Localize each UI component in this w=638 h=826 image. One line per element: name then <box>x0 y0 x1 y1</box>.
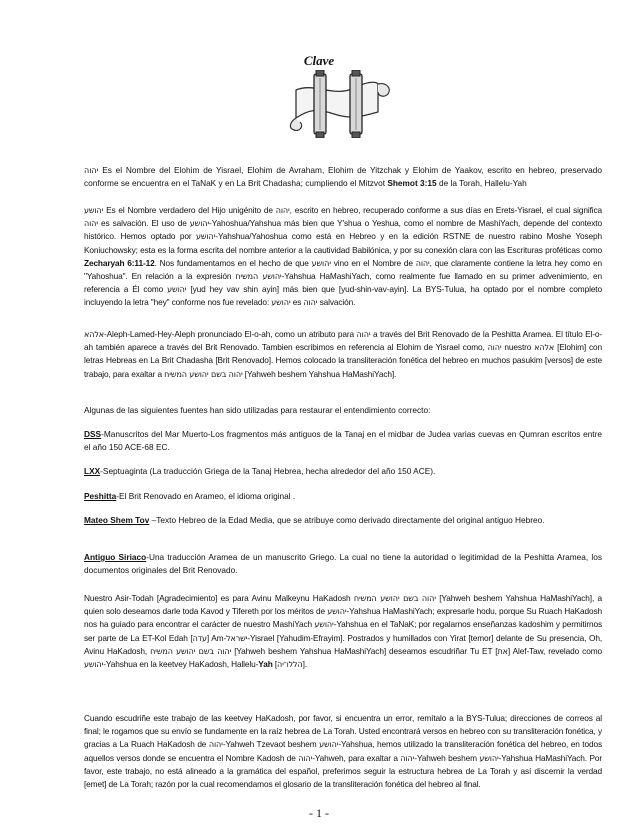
source-name: Mateo Shem Tov <box>84 515 150 525</box>
paragraph-acknowledgement: Nuestro Asir-Todah [Agradecimiento] es para Avinu Malkeynu HaKadosh יהוה בשם יהושע המשיח [Yahweh beshem Yahshua HaMashiYach], a quien solo deseamos darle toda Kavod y Tifereth por los méritos de יהושע-Yahshua HaMashiYach; expresarle hodu, porque Su Ruach HaKadosh nos ha guiado para encontrar el carácter de nuestro MashiYach יהושע-Yahshua en el TaNaK; por regalarnos enseñanzas kadoshim y permitirnos ser parte de La ET-Kol Edah [עדה] Am-ישראל-Yisrael [Yahudim-Efrayim]. Postrados y humillados con Yirat [temor] delante de Su presencia, Oh, Avinu HaKadosh, יהוה בשם יהושע המשיח [Yahweh beshem Yahshua HaMashiYach] deseamos escudriñar Tu ET [את] Alef-Taw, revelado como יהושע-Yahshua en la keetvey HaKadosh, Hallelu-Yah [הללו־יה]. <box>84 593 603 670</box>
scripture-ref: Shemot 3:15 <box>387 178 437 189</box>
source-item: DSS-Manuscritos del Mar Muerto-Los fragmentos más antiguos de la Tanaj en el midbar de Judea varias cuevas en Qumran escritos entre el año 150 ACE-68 EC. <box>84 429 602 453</box>
paragraph-name-of-elohim: יהוה Es el Nombre del Elohim de Yisrael, Elohim de Avraham, Elohim de Yitzchak y Elohim de Yaakov, escrito en hebreo, preservado conforme se encuentra en el TaNaK y en La Brit Chadasha; cumpliendo el Mitzvot Shemot 3:15 de la Torah, Hallelu-Yah <box>84 165 602 189</box>
scripture-ref: Zecharyah 6:11-12 <box>84 257 155 268</box>
paragraph-sources-intro: Algunas de las siguientes fuentes han sido utilizadas para restaurar el entendimiento correcto: <box>84 405 431 415</box>
source-name: DSS <box>84 429 102 439</box>
source-item: LXX-Septuaginta (La traducción Griega de la Tanaj Hebrea, hecha alrededor del año 150 ACE). <box>84 466 436 476</box>
source-item: Peshitta-El Brit Renovado en Arameo, el idioma original . <box>84 491 296 501</box>
source-name: Antiguo Siriaco <box>84 552 147 562</box>
page-number: - 1 - <box>309 806 329 820</box>
hebrew-text: יהוה <box>84 166 99 175</box>
torah-scroll-icon <box>274 70 398 138</box>
source-name: Peshitta <box>84 491 117 501</box>
source-name: LXX <box>84 466 101 476</box>
source-item: Antiguo Siriaco-Una traducción Aramea de un manuscrito Griego. La cual no tiene la autoridad o legitimidad de la Peshitta Aramea, los documentos originales del Brit Renovado. <box>84 552 602 576</box>
paragraph-name-of-son: יהושע Es el Nombre verdadero del Hijo unigénito de יהוה, escrito en hebreo, recuperado conforme a sus días en Erets-Yisrael, el cual significa יהוה es salvación. El uso de יהושע-Yahoshua/Yahshua más bien que Y'shua o Yeshua, como el nombre de MashiYach, depende del contexto histórico. Hemos optado por יהושע-Yahshua/Yahoshua como está en Hebreo y en la edición RSTNE de nuestro rabino Moshe Yoseph Koniuchowsky; esta es la forma escrita del nombre anterior a la cautividad Babilónica, y por su conexión clara con las Escrituras proféticas como Zecharyah 6:11-12. Nos fundamentamos en el hecho de que יהושע vino en el Nombre de יהוה, que claramente contiene la letra hey como en "Yahoshua". En relación a la expresión יהושע המשיח-Yahshua HaMashiYach, como realmente fue llamado en su primer advenimiento, en referencia a Él como יהושע [yud hey vav shin ayin] más bien que [yud-shin-vav-ayin]. La BYS-Tulua, ha optado por el nombre completo incluyendo la letra "hey" conforme nos fue revelado: יהושע es יהוה salvación. <box>84 205 603 308</box>
source-item: Mateo Shem Tov –Texto Hebreo de la Edad Media, que se atribuye como derivado directamente del original antiguo Hebreo. <box>84 515 545 525</box>
paragraph-instructions: Cuando escudriñe este trabajo de las keetvey HaKadosh, por favor, si encuentra un error, remítalo a la BYS-Tulua; direcciones de correos al final; le rogamos que su envío se fundamente en la raíz hebrea de La Torah. Usted encontrará versos en hebreo con su transliteración fonética, y gracias a La Ruach HaKadosh de יהוה-Yahweh Tzevaot beshem יהושע-Yahshua, hemos utilizado la transliteración fonética del hebreo, en todos aquellos versos donde se encuentra el Nombre Kadosh de יהוה-Yahweh, para exaltar a יהוה-Yahweh beshem יהושע-Yahshua HaMashiYach. Por favor, este trabajo, no está alineado a la gramática del español, preferimos seguir la estructura hebrea de La Torah y así discernir la verdad [emet] de La Torah; razón por la cual recomendamos el glosario de la transliteración fonética del hebreo al final. <box>84 713 603 790</box>
page-title: Clave <box>303 53 335 68</box>
paragraph-eloah: אלהא-Aleph-Lamed-Hey-Aleph pronunciado El-o-ah, como un atributo para יהוה a través del Brit Renovado de la Peshitta Aramea. El título El-o-ah también aparece a través del Brit Renovado. Tambien escribimos en referencia al Elohim de Yisrael como, יהוה nuestro אלהא [Elohim] con letras Hebreas en La Brit Chadasha [Brit Renovado]. Hemos colocado la transliteración fonética del hebreo en muchos pasukim [versos] de este trabajo, para exaltar a יהוה בשם יהושע המשיח [Yahweh beshem Yahshua HaMashiYach]. <box>84 329 602 379</box>
